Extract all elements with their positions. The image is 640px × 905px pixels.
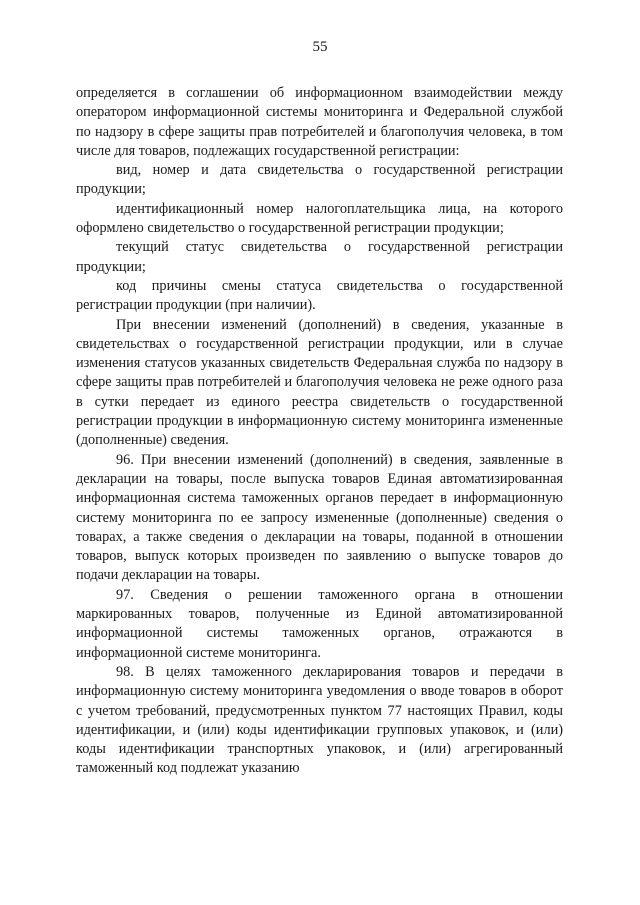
paragraph-continuation: определяется в соглашении об информационном взаимодействии между оператором информационной системы мониторинга и Федеральной службой по надзору в сфере защиты прав потребителей и благополучия человека, в том числе для товаров, подлежащих государственной регистрации: [76, 85, 563, 159]
paragraph-certificate-status: текущий статус свидетельства о государственной регистрации продукции; [76, 239, 563, 275]
document-body [76, 84, 563, 779]
paragraph-item-98: 98. В целях таможенного декларирования товаров и передачи в информационную систему мониторинга уведомления о вводе товаров в оборот с учетом требований, предусмотренных пунктом 77 настоящих Правил, коды идентификации, и (или) коды идентификации групповых упаковок, и (или) коды идентификации транспортных упаковок, и (или) агрегированный таможенный код подлежат указанию [76, 663, 563, 777]
paragraph-status-change-code: код причины смены статуса свидетельства о государственной регистрации продукции (при наличии). [76, 277, 563, 314]
page-number: 55 [312, 39, 328, 55]
paragraph-taxpayer-id: идентификационный номер налогоплательщика лица, на которого оформлено свидетельство о государственной регистрации продукции; [76, 200, 563, 237]
paragraph-item-96: 96. При внесении изменений (дополнений) в сведения, заявленные в декларации на товары, после выпуска товаров Единая автоматизированная информационная система таможенных органов передает в информационную систему мониторинга по ее запросу измененные (дополненные) сведения о товарах, а также сведения о декларации на товары, поданной в отношении товаров, выпуск которых произведен по заявлению о выпуске товаров до подачи декларации на товары. [76, 451, 563, 584]
paragraph-item-97: 97. Сведения о решении таможенного органа в отношении маркированных товаров, полученные из Единой автоматизированной информационной системы таможенных органов, отражаются в информационной системе мониторинга. [76, 586, 563, 661]
paragraph-certificate-type: вид, номер и дата свидетельства о государственной регистрации продукции; [76, 162, 563, 198]
paragraph-changes-transfer: При внесении изменений (дополнений) в сведения, указанные в свидетельствах о государственной регистрации продукции, или в случае изменения статусов указанных свидетельств Федеральная служба по надзору в сфере защиты прав потребителей и благополучия человека не реже одного раза в сутки передает из единого реестра свидетельств о государственной регистрации продукции в информационную систему мониторинга измененные (дополненные) сведения. [76, 316, 563, 449]
